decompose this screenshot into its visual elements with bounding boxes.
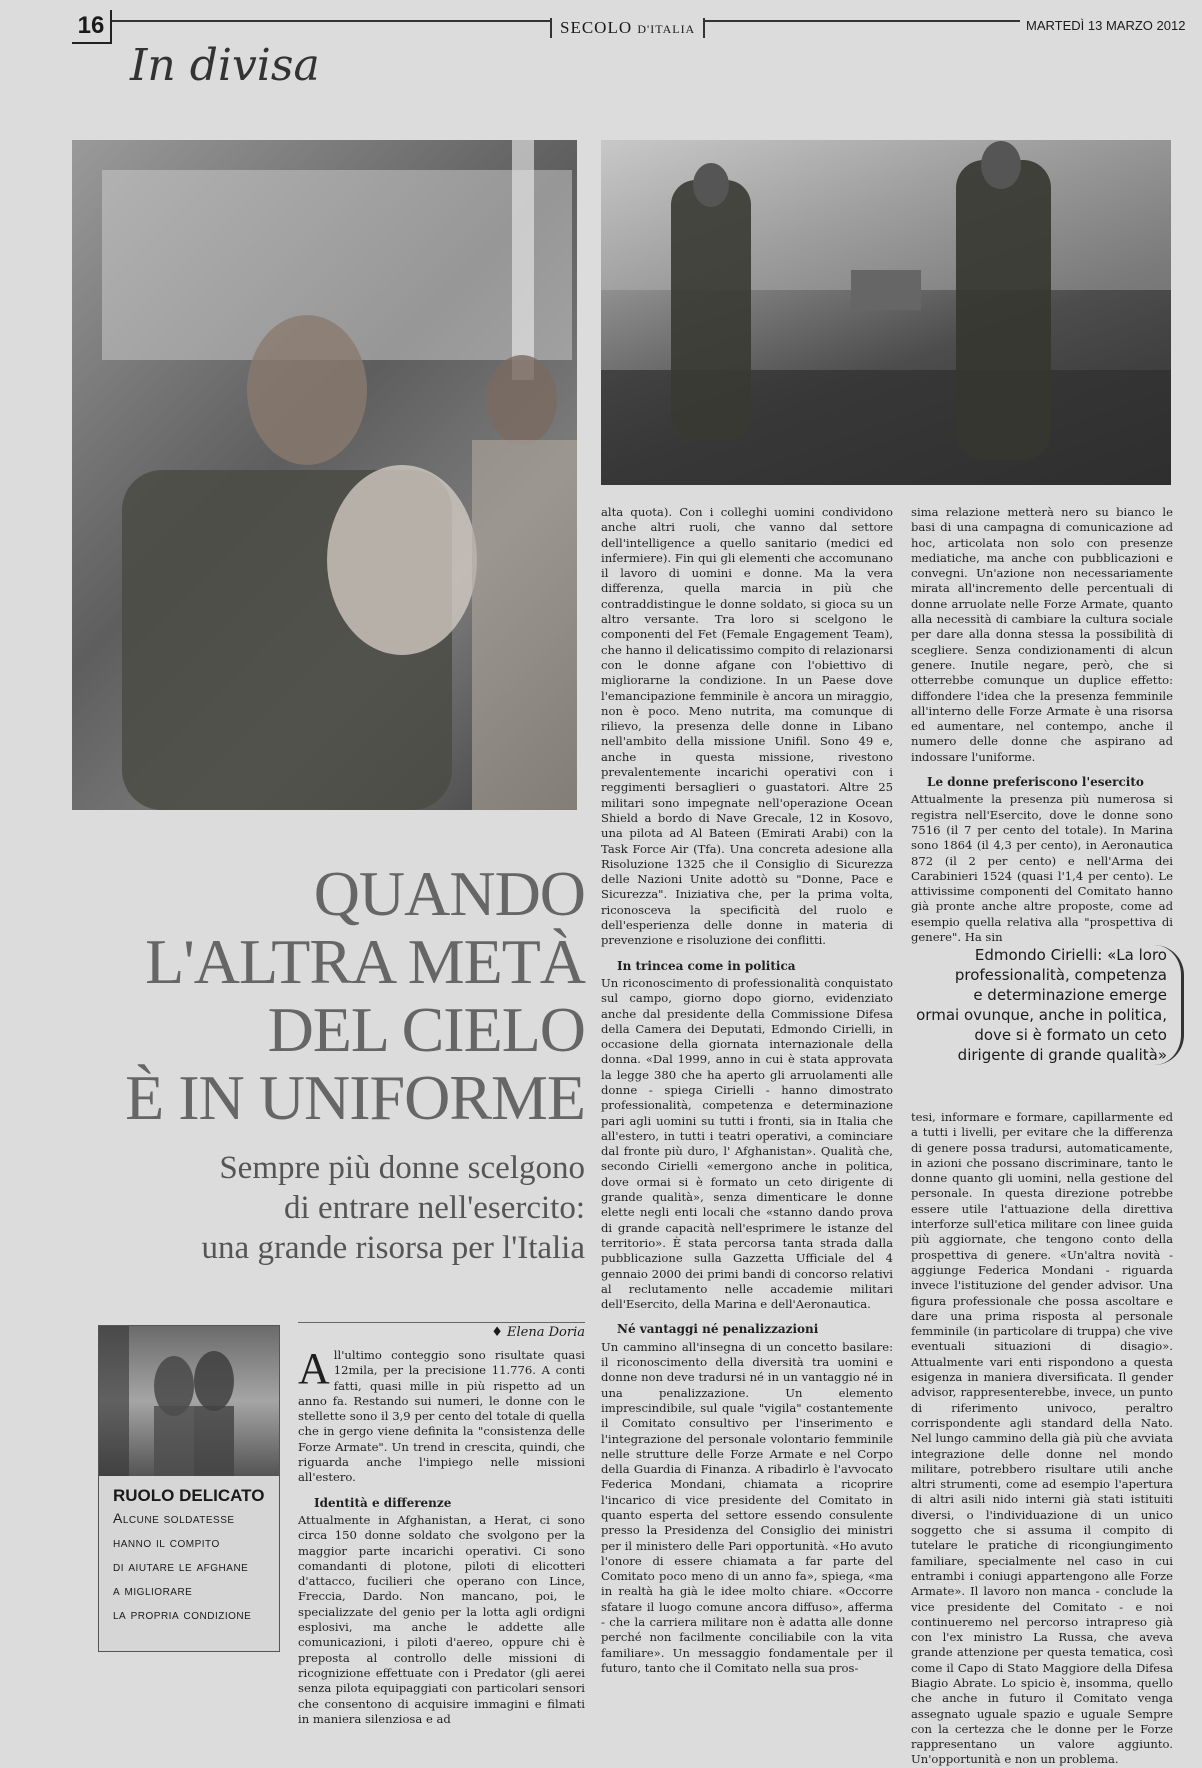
subheadline-line-1: Sempre più donne scelgono bbox=[219, 1150, 585, 1186]
box-photo-image bbox=[99, 1326, 279, 1476]
page-number: 16 bbox=[72, 10, 112, 44]
headline-line-3: DEL CIELO bbox=[267, 994, 585, 1065]
subheadline-line-2: di entrare nell'esercito: bbox=[284, 1190, 585, 1226]
sidebar-box bbox=[98, 1325, 280, 1652]
quote-line-1: Edmondo Cirielli: «La loro bbox=[974, 946, 1167, 964]
top-right-photo-image bbox=[601, 140, 1171, 485]
box-line-5: la propria condizione bbox=[113, 1606, 252, 1622]
col2-heading-1: In trincea come in politica bbox=[617, 958, 796, 973]
article-col-3-bottom bbox=[911, 1110, 1173, 1767]
quote-line-5: dove si è formato un ceto bbox=[974, 1026, 1167, 1044]
masthead-title: SECOLO bbox=[560, 18, 633, 37]
main-photo-image bbox=[72, 140, 577, 810]
box-line-4: a migliorare bbox=[113, 1582, 193, 1598]
headline-line-4: È IN UNIFORME bbox=[125, 1062, 585, 1133]
issue-date: MARTEDÌ 13 MARZO 2012 bbox=[1020, 18, 1185, 33]
headline bbox=[120, 860, 585, 1132]
col2-para-1: alta quota). Con i colleghi uomini condividono anche altri ruoli, che vanno dal settore dell'intelligence a quello sanitario (medici ed infermiere). Fin qui gli elementi che accomunano il lavoro di uomini e donne. Ma la vera differenza, quella marcia in più che contraddistingue le donne soldato, si gioca su un altro versante. Tra loro si scelgono le componenti del Fet (Female Engagement Team), che hanno il delicatissimo compito di relazionarsi con le donne afgane con l'obiettivo di migliorarne la condizione. In un Paese dove l'emancipazione femminile è ancora un miraggio, non è poco. Meno nutrita, ma comunque di rilievo, la presenza delle donne in Libano nell'ambito della missione Unifil. Sono 49 e, anche in questa missione, rivestono prevalentemente incarichi operativi con i reggimenti bersaglieri o guastatori. Altre 25 militari sono impegnate nell'operazione Ocean Shield a bordo di Nave Grecale, 12 in Kosovo, una pilota ad Al Bateen (Emirati Arabi) con la Task Force Air (Tfa). Una concreta adesione alla Risoluzione 1325 che il Consiglio di Sicurezza delle Nazioni Unite adottò su "Donne, Pace e Sicurezza". Iniziativa che, per la prima volta, riconosceva la specificità del ruolo e dell'esperienza delle donne in materia di prevenzione e risoluzione dei conflitti. bbox=[601, 505, 893, 948]
headline-line-2: L'ALTRA METÀ bbox=[145, 926, 585, 997]
quote-line-6: dirigente di grande qualità» bbox=[957, 1046, 1167, 1064]
drop-cap: A bbox=[298, 1344, 330, 1393]
masthead bbox=[550, 18, 705, 38]
byline-author: Elena Doria bbox=[507, 1325, 585, 1340]
box-line-2: hanno il compito bbox=[113, 1534, 220, 1550]
col2-para-3: Un cammino all'insegna di un concetto basilare: il riconoscimento della diversità tra uomini e donne non deve tradursi né in un vantaggio né in una penalizzazione. Un elemento imprescindibile, sul quale "vigila" costantemente il Comitato consultivo per l'inserimento e l'integrazione del personale volontario femminile nelle strutture delle Forze Armate e nel Corpo della Guardia di Finanza. A ribadirlo è l'avvocato Federica Mondani, chiamata a ricoprire l'incarico di vice presidente del Comitato in quanto esperta del settore essendo consulente presso la Presidenza del Consiglio dei ministri per il ministero delle Pari opportunità. «Ho avuto l'onore di essere chiamata a far parte del Comitato poco meno di un anno fa», spiega, «ma in realtà ha già le idee molto chiare. «Occorre sfatare il luogo comune ancora diffuso», afferma - che la carriera militare non è adatta alle donne perché non facilmente conciliabile con la vita familiare». Un messaggio fondamentale per il futuro, tanto che il Comitato nella sua pros- bbox=[601, 1339, 893, 1675]
col3-para-2: Attualmente la presenza più numerosa si registra nell'Esercito, dove le donne sono 7516 (il 7 per cento del totale). In Marina sono 1864 (il 4,3 per cento), in Aeronautica 872 (il 2 per cento) e nell'Arma dei Carabinieri 1524 (quasi l'1,4 per cento). Le attivissime componenti del Comitato hanno già pronte anche altre proposte, come ad esempio quella relativa alla "prospettiva di genere". Ha sin bbox=[911, 792, 1173, 945]
byline: ♦ Elena Doria bbox=[298, 1322, 585, 1340]
box-title: RUOLO DELICATO bbox=[113, 1486, 265, 1505]
box-line-1: Alcune soldatesse bbox=[113, 1510, 235, 1526]
section-title: In divisa bbox=[130, 40, 320, 91]
col1-para-1: ll'ultimo conteggio sono risultate quasi 12mila, per la precisione 11.776. A conti fatti, quasi mille in più rispetto ad un anno fa. Restando sui numeri, le donne con le stellette sono il 3,9 per cento del totale di quella che in gergo viene definita la "consistenza delle Forze Armate". Un trend in crescita, quindi, che riguarda anche l'impiego nelle missioni all'estero. bbox=[298, 1348, 585, 1485]
col3-para-1: sima relazione metterà nero su bianco le basi di una campagna di comunicazione ad hoc, articolata non solo con presenze mediatiche, ma anche con pubblicazioni e convegni. Un'azione non necessariamente mirata all'incremento delle percentuali di donne arruolate nelle Forze Armate, quanto alla necessità di cambiare la cultura sociale per dare alla donna stessa la possibilità di scegliere. Senza condizionamenti di alcun genere. Inutile negare, però, che si otterrebbe comunque un duplice effetto: diffondere l'idea che la presenza femminile all'interno delle Forze Armate è una risorsa ed aumentare, nel contempo, anche il numero delle donne che aspirano ad indossare l'uniforme. bbox=[911, 505, 1173, 764]
col3-heading-1: Le donne preferiscono l'esercito bbox=[927, 775, 1144, 790]
col3-para-3: tesi, informare e formare, capillarmente ed a tutti i livelli, per evitare che la differenza di genere possa tradursi, automaticamente, in azioni che possano discriminare, tanto le donne quanto gli uomini, nella gestione del personale. In questa direzione potrebbe essere utile l'attuazione della direttiva interforze sull'etica militare con linee guida più aggiornate, che tengono conto della prospettiva di genere. «Un'altra novità - aggiunge Federica Mondani - riguarda invece l'istituzione del gender advisor. Una figura professionale che possa ascoltare e dare una prima risposta al personale femminile (in particolare di truppa) che vive eventuali situazioni di disagio». Attualmente vari enti rispondono a questa esigenza in maniera diversificata. Il gender advisor, rappresenterebbe, invece, un punto di riferimento univoco, peraltro corrispondente agli standard della Nato. Nel lungo cammino della già più che avviata integrazione delle donne nel mondo militare, potrebbero risultare utili anche altri strumenti, come ad esempio l'apertura di altri asili nido interni già stati istituiti diversi, o l'individuazione di un unico soggetto che si assuma il compito di tutelare le pratiche di ricongiungimento familiare, specialmente nel caso in cui entrambi i coniugi appartengono alle Forze Armate». Il lavoro non manca - conclude la vice presidente del Comitato - e noi continueremo nel percorso intrapreso già con l'ex ministro La Russa, che aveva grande attenzione per questa tematica, così come il Capo di Stato Maggiore della Difesa Biagio Abrate. Lo spicio è, insomma, quello che anche in futuro il Comitato venga assegnato uguale spazio e uguale Sempre con la certezza che le donne per le Forze rappresentano un valore aggiunto. Un'opportunità e non un problema. bbox=[911, 1110, 1173, 1767]
subheadline-line-3: una grande risorsa per l'Italia bbox=[201, 1230, 585, 1266]
quote-line-2: professionalità, competenza bbox=[954, 966, 1167, 984]
subheadline bbox=[100, 1148, 585, 1268]
col2-heading-2: Né vantaggi né penalizzazioni bbox=[617, 1322, 819, 1337]
article-col-3-top bbox=[911, 505, 1173, 945]
box-line-3: di aiutare le afghane bbox=[113, 1558, 249, 1574]
masthead-small: D'ITALIA bbox=[637, 22, 696, 36]
quote-line-4: ormai ovunque, anche in politica, bbox=[916, 1006, 1167, 1024]
col2-para-2: Un riconoscimento di professionalità conquistato sul campo, giorno dopo giorno, evidenziato anche dal presidente della Commissione Difesa della Camera dei Deputati, Edmondo Cirielli, in occasione della giornata internazionale della donna. «Dal 1999, anno in cui è stata approvata la legge 380 che ha aperto gli arruolamenti alle donne - spiega Cirielli - hanno dimostrato professionalità, competenza e determinazione pari agli uomini su tutti i fronti, sia in Italia che all'estero, in tutti i teatri operativi, a cominciare dal fronte più duro, l' Afghanistan». Qualità che, secondo Cirielli «emergono anche in politica, dove ormai si è formato un ceto dirigente di grande qualità», senza dimenticare le donne elette negli enti locali che «stanno dando prova di grande capacità nell'esprimere le istanze del territorio». È stata percorsa tanta strada dalla pubblicazione sulla Gazzetta Ufficiale del 4 gennaio 2000 dei primi bandi di concorso relativi al reclutamento nelle accademie militari dell'Esercito, della Marina e dell'Aeronautica. bbox=[601, 975, 893, 1312]
headline-line-1: QUANDO bbox=[313, 858, 585, 929]
box-photo bbox=[99, 1326, 279, 1476]
quote-line-3: e determinazione emerge bbox=[973, 986, 1167, 1004]
col1-para-2: Attualmente in Afghanistan, a Herat, ci sono circa 150 donne soldato che svolgono per la maggior parte incarichi operativi. Ci sono comandanti di plotone, piloti di elicotteri d'attacco, fucilieri che operano con Lince, Freccia, Dardo. Non mancano, poi, le specializzate del genio per la lotta agli ordigni esplosivi, ma anche le addette alle comunicazioni, i piloti d'aereo, oppure chi è preposta al controllo delle missioni di ricognizione effettuate con i Predator (gli aerei senza pilota equipaggiati con particolari sensori che consentono di acquisire immagini e filmati in maniera silenziosa e ad bbox=[298, 1512, 585, 1726]
top-right-photo bbox=[601, 140, 1171, 485]
pull-quote bbox=[905, 945, 1184, 1065]
col1-heading-1: Identità e differenze bbox=[314, 1495, 452, 1510]
article-col-1 bbox=[298, 1344, 585, 1743]
main-photo bbox=[72, 140, 577, 810]
box-text bbox=[113, 1506, 267, 1626]
article-col-2 bbox=[601, 505, 893, 1743]
